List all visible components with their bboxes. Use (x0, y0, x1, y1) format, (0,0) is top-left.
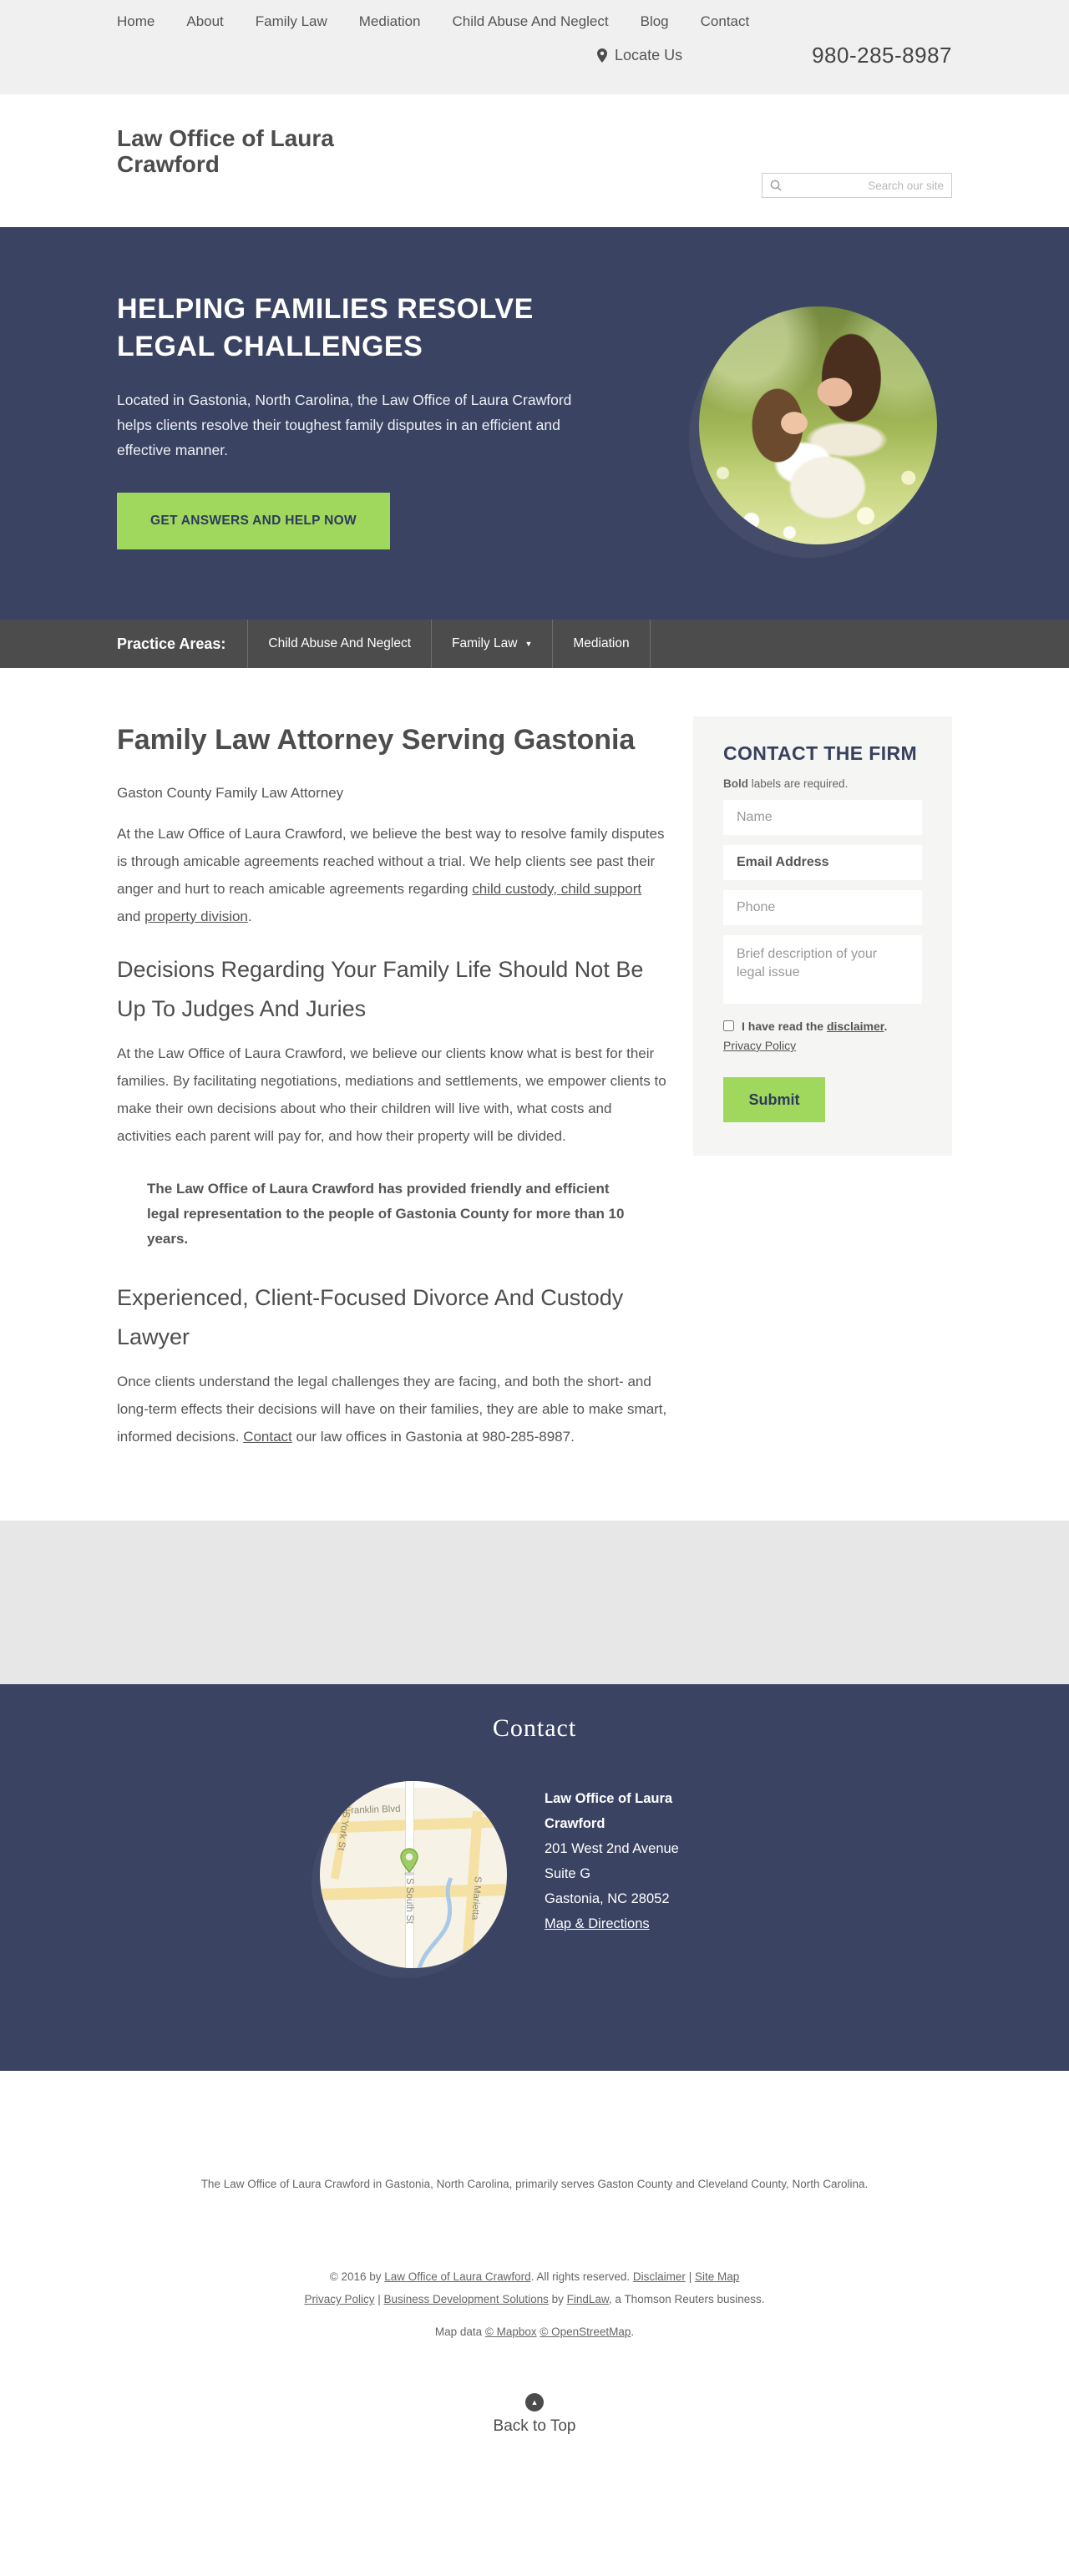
nav-child-abuse[interactable]: Child Abuse And Neglect (452, 13, 609, 29)
p1-end: . (247, 908, 252, 924)
practice-item-child-abuse[interactable] (247, 620, 431, 668)
nav-blog[interactable]: Blog (640, 13, 669, 29)
map-street-label: S South St (404, 1878, 414, 1924)
paragraph-2: At the Law Office of Laura Crawford, we believe our clients know what is best for their families. By facilitating negotiations, mediations and settlements, we empower clients to make their own decisions about who their children will live with, what costs and activities each parent will pay for, and how their property will be divided. (117, 1045, 666, 1144)
nav-mediation[interactable]: Mediation (358, 13, 421, 29)
practice-item-label: Child Abuse And Neglect (268, 636, 412, 650)
map-thumbnail[interactable] (320, 1781, 507, 1968)
child-custody-support-link[interactable]: child custody, child support (472, 881, 642, 897)
location-pin-icon (597, 48, 607, 63)
map-directions-link[interactable]: Map & Directions (545, 1916, 650, 1931)
serving-statement: The Law Office of Laura Crawford in Gastonia, North Carolina, primarily serves Gaston County and Cleveland County, North Carolina. (200, 2178, 869, 2190)
firm-link[interactable]: Law Office of Laura Crawford (384, 2270, 531, 2283)
map-street-label: S Marietta (469, 1875, 483, 1921)
p3-text: Once clients understand the legal challenges they are facing, and both the short- and long-term effects their decisions will have on their families, they are able to make smart, informed decisions. (117, 1374, 667, 1445)
locate-us-link[interactable] (597, 47, 682, 64)
disclaimer-period: . (884, 1020, 888, 1033)
up-arrow-icon: ▲ (525, 2393, 544, 2412)
p1-text: At the Law Office of Laura Crawford, we believe the best way to resolve family disputes is through amicable agreements reached without a trial. We help clients see past their anger and hurt to reach amicable agreements regarding (117, 826, 665, 897)
search-box (762, 173, 952, 198)
back-to-top-button[interactable] (494, 2393, 576, 2436)
submit-button[interactable]: Submit (723, 1077, 825, 1122)
search-input[interactable] (787, 180, 944, 192)
paragraph-1 (117, 820, 668, 930)
pull-quote: The Law Office of Laura Crawford has provided friendly and efficient legal representation to the people of Gastonia County for more than 10 years. (147, 1181, 625, 1247)
findlaw-link[interactable]: FindLaw (566, 2293, 609, 2305)
mapdata-prefix: Map data (434, 2325, 485, 2338)
nav-about[interactable]: About (186, 13, 224, 29)
copyright-line-2 (0, 2288, 1069, 2310)
article-content (117, 716, 668, 1470)
back-to-top-label: Back to Top (493, 2417, 576, 2435)
nav-contact[interactable]: Contact (700, 13, 750, 29)
bds-link[interactable]: Business Development Solutions (383, 2293, 549, 2305)
address-line-2: Suite G (545, 1866, 591, 1881)
practice-item-family-law[interactable] (431, 620, 552, 668)
disclaimer-footer-link[interactable]: Disclaimer (632, 2270, 686, 2283)
practice-item-label: Mediation (573, 636, 630, 650)
map-pin-icon (398, 1848, 420, 1880)
thomson-text: , a Thomson Reuters business. (608, 2293, 765, 2305)
map-street-label: W Franklin Blvd (332, 1804, 401, 1817)
disclaimer-row (723, 1017, 922, 1055)
main-nav (117, 0, 952, 30)
separator: | (685, 2270, 695, 2283)
spacer-band (0, 1521, 1069, 1684)
disclaimer-text: I have read the (742, 1020, 827, 1033)
mother-child-photo (699, 306, 937, 544)
copyright-line-1 (0, 2265, 1069, 2288)
get-answers-button[interactable]: GET ANSWERS AND HELP NOW (117, 493, 390, 549)
form-title: CONTACT THE FIRM (723, 742, 918, 764)
logo-line-1: Law Office of Laura (117, 125, 334, 151)
site-logo[interactable] (117, 94, 334, 177)
practice-areas-bar (0, 620, 1069, 668)
copy-mid: . All rights reserved. (530, 2270, 633, 2283)
site-header (0, 94, 1069, 227)
nav-home[interactable]: Home (117, 13, 155, 29)
required-rest: labels are required. (748, 777, 849, 790)
contact-link[interactable]: Contact (243, 1429, 292, 1445)
by-text: by (548, 2293, 567, 2305)
subheading-experienced: Experienced, Client-Focused Divorce And Custody Lawyer (117, 1285, 624, 1349)
hero-section (0, 227, 1069, 620)
hero-paragraph: Located in Gastonia, North Carolina, the Law Office of Laura Crawford helps clients resolve their toughest family disputes in an efficient and effective manner. (117, 392, 572, 458)
p1-mid: and (117, 908, 145, 924)
p3-end: our law offices in Gastonia at 980-285-8987. (291, 1429, 575, 1445)
logo-line-2: Crawford (117, 151, 220, 177)
top-bar (0, 0, 1069, 94)
chevron-down-icon: ▼ (524, 640, 533, 648)
openstreetmap-link[interactable]: © OpenStreetMap (540, 2325, 631, 2338)
footer-section (0, 1684, 1069, 2071)
property-division-link[interactable]: property division (144, 908, 248, 924)
disclaimer-link[interactable]: disclaimer (826, 1020, 884, 1033)
footer-title: Contact (492, 1714, 577, 1742)
privacy-footer-link[interactable]: Privacy Policy (304, 2293, 375, 2305)
phone-number[interactable]: 980-285-8987 (812, 43, 952, 68)
contact-form-panel (693, 716, 952, 1156)
paragraph-3 (117, 1368, 668, 1450)
mapbox-link[interactable]: © Mapbox (484, 2325, 537, 2338)
page-title: Family Law Attorney Serving Gastonia (117, 724, 636, 756)
form-required-note (723, 777, 922, 790)
period: . (631, 2325, 635, 2338)
subheading-decisions: Decisions Regarding Your Family Life Should Not Be Up To Judges And Juries (117, 957, 644, 1021)
description-field[interactable] (723, 935, 922, 1004)
footer-firm-name: Law Office of Laura Crawford (545, 1791, 673, 1831)
practice-item-mediation[interactable] (552, 620, 650, 668)
intro-line: Gaston County Family Law Attorney (117, 785, 344, 801)
privacy-policy-link[interactable]: Privacy Policy (723, 1039, 797, 1052)
map-data-attribution (0, 2325, 1069, 2338)
search-icon (770, 180, 782, 191)
disclaimer-checkbox[interactable] (723, 1020, 734, 1031)
bold-word: Bold (723, 777, 748, 790)
name-field[interactable] (723, 800, 922, 835)
footer-address (545, 1781, 749, 1968)
site-map-link[interactable]: Site Map (694, 2270, 740, 2283)
separator: | (374, 2293, 384, 2305)
nav-family-law[interactable]: Family Law (255, 13, 327, 29)
main-section (0, 668, 1069, 1521)
practice-areas-label: Practice Areas: (117, 635, 226, 652)
address-line-1: 201 West 2nd Avenue (545, 1841, 679, 1856)
copyright-block (0, 2265, 1069, 2310)
practice-item-label: Family Law (452, 636, 518, 650)
address-line-3: Gastonia, NC 28052 (545, 1891, 670, 1906)
utility-row (117, 43, 952, 68)
phone-field[interactable] (723, 890, 922, 925)
map-street-label: S York St (335, 1810, 352, 1851)
hero-title: HELPING FAMILIES RESOLVE LEGAL CHALLENGES (117, 293, 534, 362)
copy-prefix: © 2016 by (329, 2270, 385, 2283)
locate-us-label: Locate Us (615, 47, 683, 63)
email-field[interactable] (723, 845, 922, 880)
bottom-section (0, 2071, 1069, 2526)
